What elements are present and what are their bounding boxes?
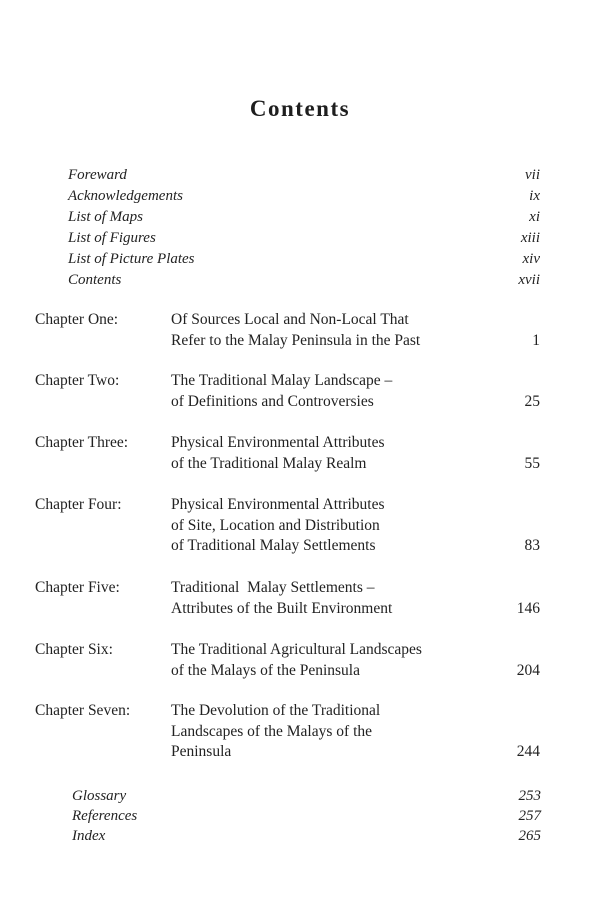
toc-entry[interactable]	[68, 270, 540, 291]
entry-label: References	[72, 808, 138, 824]
chapter-title-line: The Traditional Agricultural Landscapes	[171, 641, 422, 658]
entry-label: Contents	[68, 272, 122, 288]
chapter-title-line: The Traditional Malay Landscape –	[171, 372, 393, 389]
chapter-page: 83	[524, 537, 540, 554]
chapter-title-line: Peninsula	[171, 743, 232, 760]
chapter-page: 204	[516, 661, 540, 679]
entry-page: xi	[529, 209, 540, 225]
entry-page: xiv	[522, 251, 540, 267]
entry-page: vii	[525, 167, 540, 183]
chapter-entry[interactable]	[35, 495, 540, 557]
entry-page: xvii	[518, 272, 540, 288]
chapter-title-line: of the Traditional Malay Realm	[171, 454, 367, 472]
chapter-title-line: of Definitions and Controversies	[171, 392, 374, 410]
entry-page: 257	[518, 808, 541, 824]
chapter-title-line: Landscapes of the Malays of the	[171, 722, 373, 740]
entry-page: 265	[518, 828, 541, 844]
chapter-title-line: Of Sources Local and Non-Local That	[171, 311, 409, 328]
toc-entry[interactable]	[72, 786, 541, 806]
toc-entry[interactable]	[68, 186, 540, 207]
chapter-label: Chapter Six:	[35, 641, 113, 658]
entry-page: ix	[529, 188, 540, 204]
chapter-title-line: of Traditional Malay Settlements	[171, 537, 376, 554]
chapter-entry[interactable]	[35, 640, 540, 681]
chapter-title-line: Traditional Malay Settlements –	[171, 579, 375, 596]
chapter-entry[interactable]	[35, 578, 540, 619]
chapter-page: 146	[516, 599, 540, 617]
page-title: Contents	[249, 96, 351, 121]
chapter-title-line: Physical Environmental Attributes	[171, 496, 385, 513]
toc-entry[interactable]	[68, 228, 540, 249]
chapter-title-line: of the Malays of the Peninsula	[171, 661, 360, 679]
toc-entry[interactable]	[72, 806, 541, 826]
chapter-entry[interactable]	[35, 371, 540, 412]
chapter-label: Chapter Four:	[35, 496, 122, 513]
entry-label: Glossary	[72, 788, 127, 804]
entry-label: Index	[72, 828, 106, 844]
chapter-title-line: of Site, Location and Distribution	[171, 516, 380, 534]
back-matter-list	[72, 786, 541, 846]
chapter-title-line: The Devolution of the Traditional	[171, 702, 381, 719]
chapter-page: 25	[524, 392, 540, 410]
chapter-label: Chapter Seven:	[35, 702, 131, 719]
chapter-page: 244	[516, 743, 540, 760]
entry-label: Foreward	[68, 167, 127, 183]
entry-label: List of Figures	[68, 230, 156, 246]
entry-page: 253	[518, 788, 541, 804]
chapter-entry[interactable]	[35, 701, 540, 763]
chapter-page: 55	[524, 454, 540, 472]
chapter-entry[interactable]	[35, 433, 540, 474]
chapter-title-line: Attributes of the Built Environment	[171, 599, 393, 617]
chapter-label: Chapter Two:	[35, 372, 120, 389]
chapter-label: Chapter Five:	[35, 579, 120, 596]
entry-label: List of Maps	[68, 209, 144, 225]
toc-entry[interactable]	[68, 165, 540, 186]
chapter-entry[interactable]	[35, 310, 540, 351]
chapter-title-line: Physical Environmental Attributes	[171, 434, 385, 451]
entry-label: Acknowledgements	[68, 188, 183, 204]
toc-entry[interactable]	[72, 826, 541, 846]
chapter-title-line: Refer to the Malay Peninsula in the Past	[171, 331, 421, 349]
front-matter-list	[68, 165, 540, 291]
entry-label: List of Picture Plates	[68, 251, 195, 267]
chapter-label: Chapter Three:	[35, 434, 129, 451]
entry-page: xiii	[520, 230, 540, 246]
chapter-page: 1	[532, 331, 540, 349]
toc-entry[interactable]	[68, 249, 540, 270]
chapter-label: Chapter One:	[35, 311, 119, 328]
toc-entry[interactable]	[68, 207, 540, 228]
